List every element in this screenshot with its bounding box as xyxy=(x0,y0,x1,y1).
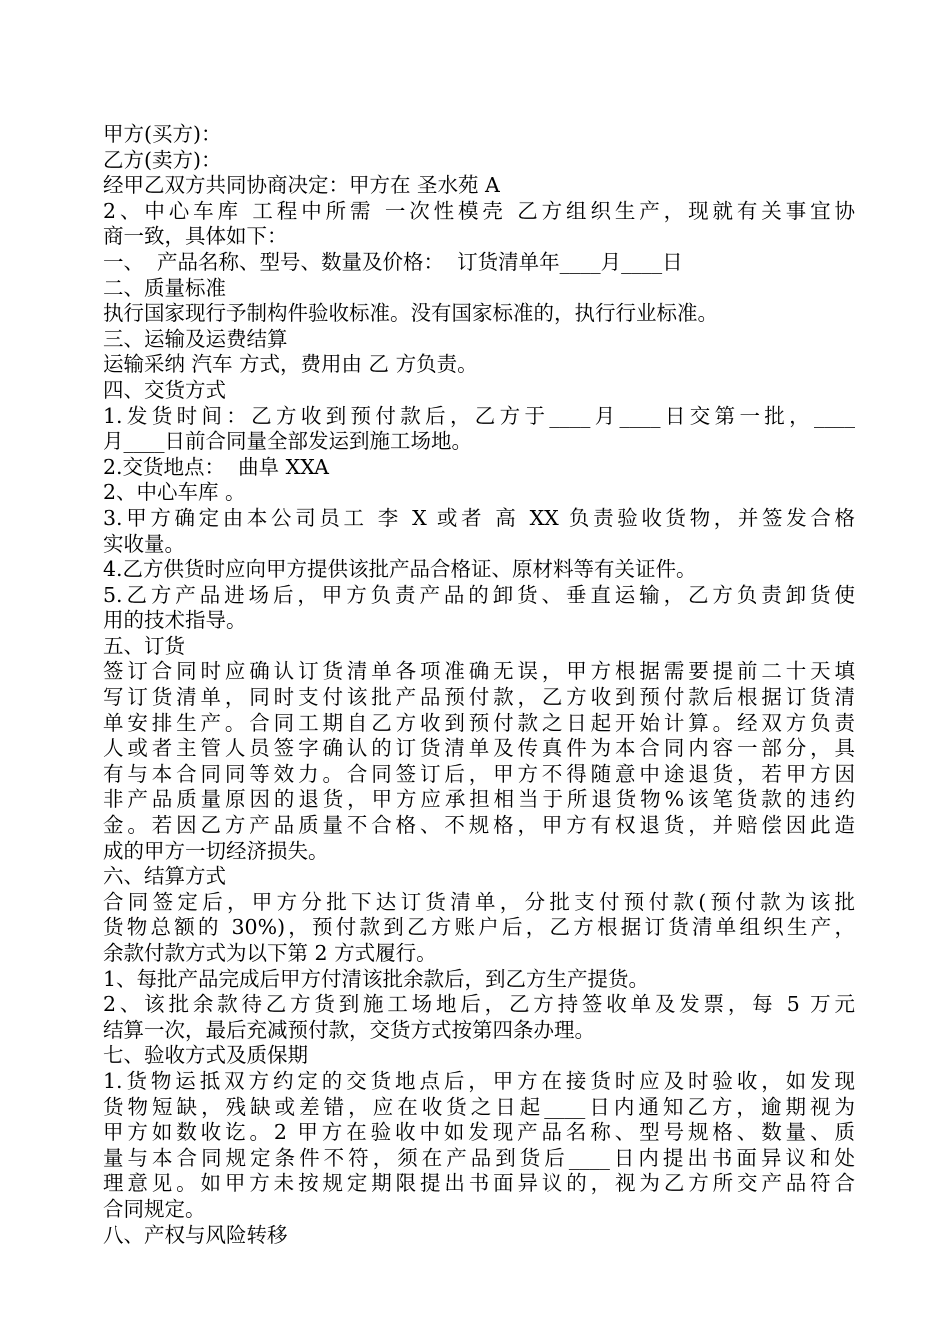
section-heading-1: 一、 产品名称、型号、数量及价格： 订货清单年____月____日 xyxy=(103,249,683,274)
text-line: 理意见。如甲方未按规定期限提出书面异议的，视为乙方所交产品符合 xyxy=(103,1171,855,1196)
party-b-line: 乙方(卖方)： xyxy=(103,147,222,172)
text-line: 实收量。 xyxy=(103,531,185,556)
text-line: 2、中心车库 。 xyxy=(103,480,246,505)
text-line: 经甲乙双方共同协商决定：甲方在 圣水苑 A xyxy=(103,173,500,198)
text-line: 1.货物运抵双方约定的交货地点后，甲方在接货时应及时验收，如发现 xyxy=(103,1068,855,1093)
text-line: 4.乙方供货时应向甲方提供该批产品合格证、原材料等有关证件。 xyxy=(103,557,697,582)
text-line: 货物总额的 30%)，预付款到乙方账户后，乙方根据订货清单组织生产， xyxy=(103,915,855,940)
text-line: 3.甲方确定由本公司员工 李 X 或者 高 XX 负责验收货物，并签发合格 xyxy=(103,505,855,530)
party-a-line: 甲方(买方)： xyxy=(103,122,222,146)
text-line: 签订合同时应确认订货清单各项准确无误，甲方根据需要提前二十天填 xyxy=(103,659,855,684)
text-line: 货物短缺，残缺或差错，应在收货之日起____日内通知乙方，逾期视为 xyxy=(103,1094,855,1119)
text-line: 运输采纳 汽车 方式，费用由 乙 方负责。 xyxy=(103,352,478,377)
text-line: 结算一次，最后充减预付款，交货方式按第四条办理。 xyxy=(103,1017,595,1042)
text-line: 商一致，具体如下： xyxy=(103,224,288,249)
section-heading-2: 二、质量标准 xyxy=(103,275,226,300)
text-line: 写订货清单，同时支付该批产品预付款，乙方收到预付款后根据订货清 xyxy=(103,685,855,710)
text-line: 用的技术指导。 xyxy=(103,608,247,633)
text-line: 成的甲方一切经济损失。 xyxy=(103,838,329,863)
text-line: 5.乙方产品进场后，甲方负责产品的卸货、垂直运输，乙方负责卸货使 xyxy=(103,582,855,607)
text-line: 2.交货地点： 曲阜 XXA xyxy=(103,454,329,479)
text-line: 有与本合同同等效力。合同签订后，甲方不得随意中途退货，若甲方因 xyxy=(103,761,855,786)
section-heading-6: 六、结算方式 xyxy=(103,864,226,889)
section-heading-7: 七、验收方式及质保期 xyxy=(103,1043,308,1068)
text-line: 2、该批余款待乙方货到施工场地后，乙方持签收单及发票，每 5 万元 xyxy=(103,992,855,1017)
section-heading-5: 五、订货 xyxy=(103,633,185,658)
text-line: 甲方如数收讫。2 甲方在验收中如发现产品名称、型号规格、数量、质 xyxy=(103,1120,855,1145)
text-line: 单安排生产。合同工期自乙方收到预付款之日起开始计算。经双方负责 xyxy=(103,710,855,735)
text-line: 量与本合同规定条件不符，须在产品到货后____日内提出书面异议和处 xyxy=(103,1145,855,1170)
text-line: 合同签定后，甲方分批下达订货清单，分批支付预付款(预付款为该批 xyxy=(103,889,855,914)
text-line: 1、每批产品完成后甲方付清该批余款后，到乙方生产提货。 xyxy=(103,966,650,991)
text-line: 非产品质量原因的退货，甲方应承担相当于所退货物%该笔货款的违约 xyxy=(103,787,855,812)
section-heading-3: 三、运输及运费结算 xyxy=(103,326,288,351)
text-line: 金。若因乙方产品质量不合格、不规格，甲方有权退货，并赔偿因此造 xyxy=(103,813,855,838)
text-line: 月____日前合同量全部发运到施工场地。 xyxy=(103,429,472,454)
contract-page xyxy=(103,122,855,1248)
section-heading-4: 四、交货方式 xyxy=(103,377,226,402)
section-heading-8: 八、产权与风险转移 xyxy=(103,1222,288,1247)
text-line: 2、中心车库 工程中所需 一次性模壳 乙方组织生产，现就有关事宜协 xyxy=(103,198,855,223)
text-line: 人或者主管人员签字确认的订货清单及传真件为本合同内容一部分，具 xyxy=(103,736,855,761)
text-line: 1.发货时间：乙方收到预付款后，乙方于____月____日交第一批，____ xyxy=(103,403,855,428)
text-line: 合同规定。 xyxy=(103,1196,206,1221)
text-line: 余款付款方式为以下第 2 方式履行。 xyxy=(103,941,437,965)
text-line: 执行国家现行予制构件验收标准。没有国家标准的，执行行业标准。 xyxy=(103,301,718,326)
